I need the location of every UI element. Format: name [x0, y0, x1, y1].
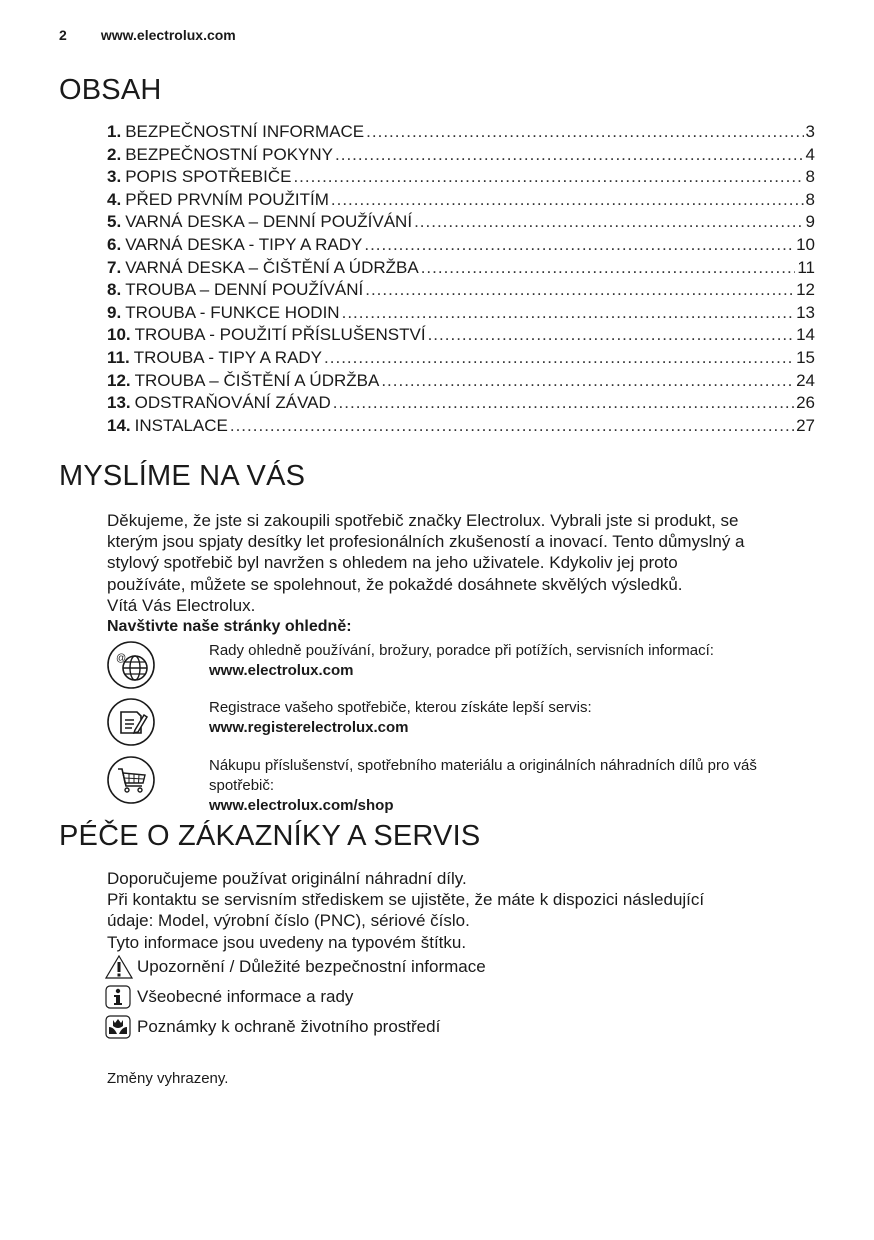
- register-icon: [107, 698, 155, 746]
- toc-item[interactable]: [107, 393, 815, 416]
- toc-item-page: 15: [796, 347, 815, 367]
- toc-leader: [335, 145, 804, 165]
- toc-item[interactable]: [107, 303, 815, 326]
- toc-leader: [230, 416, 794, 436]
- toc-item-number: 14.: [107, 415, 131, 435]
- intro-line: Vítá Vás Electrolux.: [107, 595, 256, 615]
- toc-item-page: 4: [805, 144, 815, 164]
- toc-item[interactable]: [107, 190, 815, 213]
- site-link-electrolux[interactable]: www.electrolux.com: [209, 662, 354, 679]
- globe-icon: [107, 641, 155, 689]
- service-line: Doporučujeme používat originální náhradní díly.: [107, 869, 467, 888]
- service-line: údaje: Model, výrobní číslo (PNC), sériové číslo.: [107, 911, 470, 931]
- toc-item-page: 24: [796, 370, 815, 390]
- service-line: Tyto informace jsou uvedeny na typovém štítku.: [107, 932, 467, 952]
- toc-leader: [414, 212, 803, 232]
- toc-item[interactable]: [107, 235, 815, 258]
- toc-item-title: TROUBA - TIPY A RADY: [133, 347, 323, 367]
- toc-item-number: 2.: [107, 144, 122, 164]
- toc-item-number: 12.: [107, 370, 131, 390]
- toc-leader: [381, 371, 794, 391]
- toc-item[interactable]: [107, 145, 815, 168]
- toc-item-title: VARNÁ DESKA - TIPY A RADY: [125, 234, 363, 254]
- changes-reserved-note: Změny vyhrazeny.: [107, 1070, 229, 1087]
- toc-item-title: VARNÁ DESKA – ČIŠTĚNÍ A ÚDRŽBA: [125, 257, 419, 277]
- toc-item[interactable]: [107, 258, 815, 281]
- toc-item-title: TROUBA - POUŽITÍ PŘÍSLUŠENSTVÍ: [134, 325, 426, 345]
- toc-item[interactable]: [107, 416, 815, 439]
- toc-leader: [324, 348, 794, 368]
- info-icon: [105, 985, 133, 1009]
- toc-item[interactable]: [107, 371, 815, 394]
- toc-leader: [364, 235, 794, 255]
- toc-item[interactable]: [107, 348, 815, 371]
- toc-item-title: TROUBA – ČIŠTĚNÍ A ÚDRŽBA: [134, 370, 380, 390]
- legend-text: Poznámky k ochraně životního prostředí: [137, 1017, 441, 1036]
- toc-item-title: PŘED PRVNÍM POUŽITÍM: [125, 189, 329, 209]
- toc-item-number: 4.: [107, 189, 122, 209]
- toc-item-title: TROUBA - FUNKCE HODIN: [125, 302, 340, 322]
- toc-item-number: 5.: [107, 212, 122, 232]
- toc-item-number: 6.: [107, 234, 122, 254]
- toc-item-page: 26: [796, 393, 815, 413]
- toc-heading: OBSAH: [59, 74, 162, 106]
- toc-item[interactable]: [107, 212, 815, 235]
- header-site-link[interactable]: www.electrolux.com: [100, 27, 236, 43]
- svg-text:@: @: [116, 653, 127, 664]
- toc-item-number: 7.: [107, 257, 122, 277]
- intro-paragraph: [107, 510, 827, 637]
- service-line: Při kontaktu se servisním střediskem se ujistěte, že máte k dispozici následující: [107, 890, 705, 910]
- intro-line: stylový spotřebič byl navržen s ohledem na jeho uživatele. Kdykoliv jej proto: [107, 553, 678, 573]
- toc-item-number: 11.: [107, 347, 130, 367]
- toc-leader: [366, 122, 803, 142]
- toc-item-page: 10: [796, 234, 815, 254]
- warning-icon: [105, 955, 133, 979]
- toc-item-number: 1.: [107, 122, 122, 141]
- toc-leader: [428, 325, 795, 345]
- legend-text: Upozornění / Důležité bezpečnostní informace: [137, 957, 486, 976]
- toc-item[interactable]: [107, 167, 815, 190]
- intro-line: používáte, můžete se spolehnout, že pokaždé dosáhnete skvělých výsledků.: [107, 574, 683, 594]
- toc-item-title: BEZPEČNOSTNÍ INFORMACE: [125, 122, 365, 141]
- toc-leader: [333, 393, 794, 413]
- visit-label: Navštivte naše stránky ohledně:: [107, 618, 352, 636]
- site-link-shop[interactable]: www.electrolux.com/shop: [209, 797, 394, 814]
- toc-item[interactable]: [107, 122, 815, 145]
- service-paragraph: [107, 868, 827, 953]
- toc-item-title: VARNÁ DESKA – DENNÍ POUŽÍVÁNÍ: [125, 212, 413, 232]
- toc-item-number: 13.: [107, 393, 131, 413]
- toc-item-title: BEZPEČNOSTNÍ POKYNY: [125, 144, 334, 164]
- intro-line: Děkujeme, že jste si zakoupili spotřebič značky Electrolux. Vybrali jste si produkt, se: [107, 511, 739, 530]
- toc-item-number: 10.: [107, 325, 131, 345]
- site-description: Registrace vašeho spotřebiče, kterou získáte lepší servis:: [209, 699, 592, 716]
- toc-item-page: 27: [796, 415, 815, 435]
- toc-item[interactable]: [107, 280, 815, 303]
- toc-item-page: 12: [796, 280, 815, 300]
- site-description: Nákupu příslušenství, spotřebního materiálu a originálních náhradních dílů pro váš spotřebič:: [209, 757, 757, 794]
- legend-info: [105, 985, 353, 1009]
- page-number: 2: [59, 27, 67, 43]
- service-heading: PÉČE O ZÁKAZNÍKY A SERVIS: [59, 820, 481, 852]
- toc-leader: [365, 280, 794, 300]
- toc-item-number: 3.: [107, 167, 122, 187]
- toc-item-page: 3: [805, 122, 815, 141]
- table-of-contents: [107, 122, 815, 438]
- toc-item-number: 9.: [107, 302, 122, 322]
- toc-item-page: 8: [805, 189, 815, 209]
- toc-item[interactable]: [107, 325, 815, 348]
- legend-environment: [105, 1015, 440, 1039]
- toc-item-page: 11: [797, 257, 815, 277]
- toc-item-number: 8.: [107, 280, 122, 300]
- toc-item-title: ODSTRAŇOVÁNÍ ZÁVAD: [134, 393, 331, 413]
- site-link-register[interactable]: www.registerelectrolux.com: [209, 719, 409, 736]
- toc-item-title: TROUBA – DENNÍ POUŽÍVÁNÍ: [125, 280, 364, 300]
- environment-icon: [105, 1015, 133, 1039]
- intro-line: kterým jsou spjaty desítky let profesionálních zkušeností a inovací. Tento důmyslný a: [107, 532, 745, 552]
- toc-item-page: 8: [805, 167, 815, 187]
- toc-item-page: 14: [796, 325, 815, 345]
- toc-item-page: 13: [796, 302, 815, 322]
- page-header: [59, 27, 236, 43]
- thinking-heading: MYSLÍME NA VÁS: [59, 460, 306, 492]
- site-description: Rady ohledně používání, brožury, poradce při potížích, servisních informací:: [209, 642, 714, 659]
- toc-item-page: 9: [805, 212, 815, 232]
- toc-item-title: POPIS SPOTŘEBIČE: [125, 167, 292, 187]
- legend-text: Všeobecné informace a rady: [137, 987, 354, 1006]
- toc-leader: [293, 167, 803, 187]
- toc-leader: [342, 303, 794, 323]
- toc-leader: [331, 190, 804, 210]
- toc-leader: [421, 258, 796, 278]
- cart-icon: [107, 756, 155, 804]
- toc-item-title: INSTALACE: [134, 415, 228, 435]
- legend-warning: [105, 955, 486, 979]
